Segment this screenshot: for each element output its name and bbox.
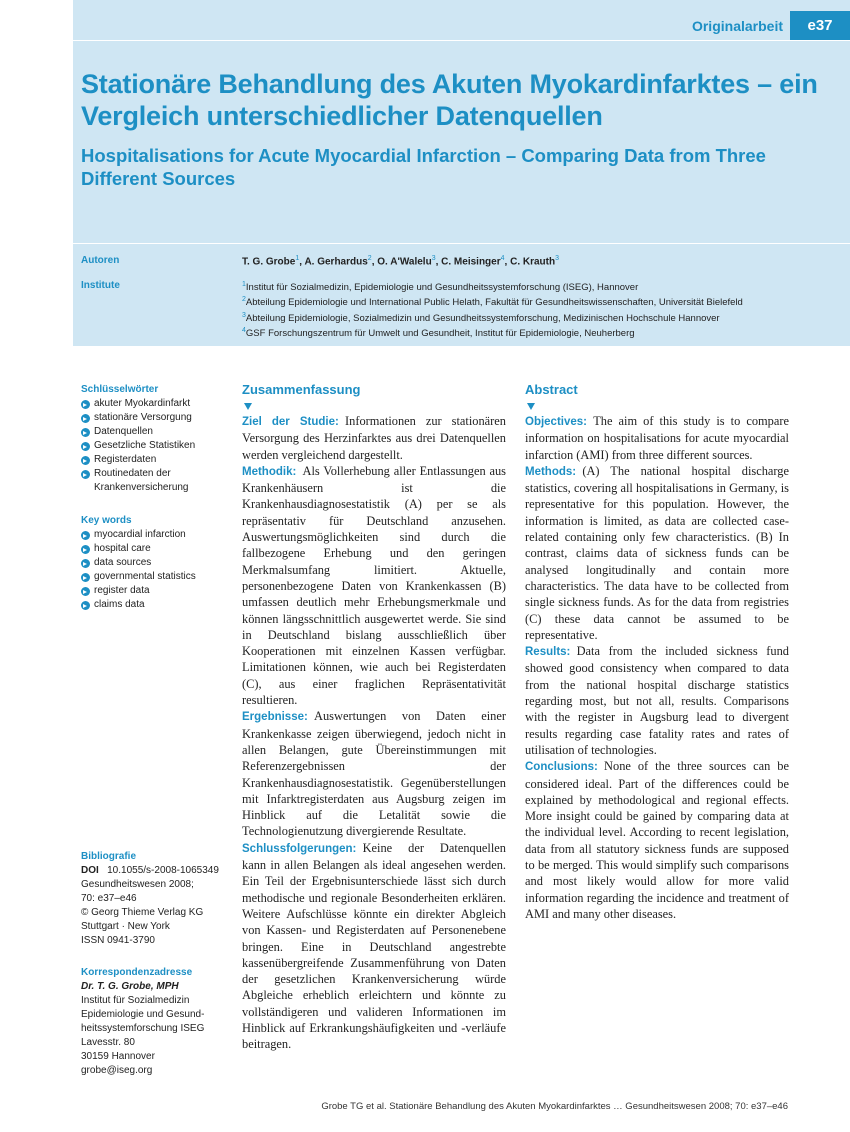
keyword-item [81,528,231,542]
institute-number: 4 [242,327,246,335]
institute-line [242,325,743,340]
bibliography-lines [81,878,231,948]
keyword-text: hospital care [94,543,151,554]
title-german: Stationäre Behandlung des Akuten Myokardinfarktes – ein Vergleich unterschiedlicher Datenquellen [81,69,818,131]
keyword-text: register data [94,585,150,596]
bibliography-line: © Georg Thieme Verlag KG [81,907,204,918]
bibliography-line: ISSN 0941-3790 [81,935,155,946]
bullet-arrow-icon [81,470,90,479]
correspondence-line: Lavesstr. 80 [81,1037,135,1048]
keyword-item [81,556,231,570]
bullet-arrow-icon [81,559,90,568]
header-divider [73,40,850,41]
correspondence-line: Epidemiologie und Gesund- [81,1009,205,1020]
keyword-item [81,570,231,584]
section-text: None of the three sources can be considered ideal. Part of the differences could be explained by methodological and regional effects. More insight could be gained by comparing data at the individual level. According to recent legislation, data from all statutory sickness funds are supposed to be merged. This would simplify such comparisons and most likely would allow for more valid information regarding the incidence and treatment of AMI and many other diseases. [525,759,789,921]
section-text: Keine der Datenquellen kann in allen Belangen als ideal angesehen werden. Ein Teil der Ergebnisunterschiede lässt sich durch methodische und regionale Besonderheiten erklären. Weitere Aufschlüsse könnte ein direkter Abgleich von Kassen- und Registerdaten auf Personenebene bringen. Eine in Deutschland angestrebte kassenübergreifende Zusammenführung von Daten der gesetzlichen Krankenversicherung würde Abgleiche erheblich erleichtern und könnte zu vollständigeren und valideren Informationen im Hinblick auf Erkrankungshäufigkeiten und -verläufe beitragen. [242,840,506,1052]
author-affiliation: 2 [367,255,372,262]
section-label: Conclusions: [525,761,598,774]
bibliography-heading: Bibliografie [81,851,137,862]
section-label: Results: [525,646,571,659]
institute-line [242,310,743,325]
correspondence-line: 30159 Hannover [81,1051,155,1062]
page-number: e37 [790,11,850,40]
institute-list [242,279,743,341]
institute-text: Abteilung Epidemiologie und International Public Helath, Fakultät für Gesundheitswissenschaften, Universität Bielefeld [245,297,743,309]
abstract-paragraph [525,463,789,643]
keyword-item [81,467,231,495]
bullet-arrow-icon [81,545,90,554]
correspondence-heading: Korrespondenzadresse [81,967,193,978]
abstract-sections [525,413,789,922]
keyword-text: Registerdaten [94,454,157,465]
correspondence-block [81,966,231,1078]
bullet-arrow-icon [81,400,90,409]
page-footer: Grobe TG et al. Stationäre Behandlung des Akuten Myokardinfarktes … Gesundheitswesen 2008; 70: e37–e46 [321,1101,788,1112]
keywords-en-block [81,514,231,612]
abstract-paragraph [525,758,789,922]
doi-line [81,864,231,878]
correspondence-name: Dr. T. G. Grobe, MPH [81,981,179,992]
section-label: Originalarbeit [691,18,783,34]
keywords-de-heading: Schlüsselwörter [81,384,159,395]
author-affiliation: 3 [431,255,436,262]
institute-number: 1 [242,281,246,288]
keyword-text: data sources [94,557,152,568]
keywords-de-block [81,383,231,495]
doi-label: DOI [81,865,99,876]
section-text: (A) The national hospital discharge statistics, covering all hospitalisations in Germany, is representative for this population. However, the information is limited, as data are collected case-related containing only few characteristics. (B) In contrast, claims data of sickness funds can be analysed longitudinally and contain more characteristics. The data have to be collected from single sickness funds. As for the data from registries (C) these data cannot be assumed to be representative. [525,463,789,642]
author-name: C. Meisinger [441,256,501,268]
keyword-item [81,598,231,612]
author-separator: , [299,256,305,268]
abstract-paragraph [242,708,506,839]
keyword-item [81,439,231,453]
section-label: Ergebnisse: [242,711,308,724]
correspondence-line: heitssystemforschung ISEG [81,1023,205,1034]
bullet-arrow-icon [81,456,90,465]
author-separator: , [504,256,511,268]
abstract-paragraph [242,463,506,708]
abstract-heading: Abstract [525,382,578,397]
triangle-marker-icon [527,403,535,410]
bullet-arrow-icon [81,442,90,451]
author-name: A. Gerhardus [304,256,368,268]
header-divider [73,243,850,244]
abstract-paragraph [242,413,506,463]
keyword-text: governmental statistics [94,571,196,582]
title-english: Hospitalisations for Acute Myocardial Infarction – Comparing Data from Three Different Sources [81,145,766,189]
keyword-text: Datenquellen [94,426,153,437]
section-text: Informationen zur stationären Versorgung des Herzinfarktes aus drei Datenquellen werden vergleichend dargestellt. [242,414,506,462]
bullet-arrow-icon [81,414,90,423]
keyword-text: akuter Myokardinfarkt [94,398,191,409]
keyword-item [81,453,231,467]
zusammenfassung-sections [242,413,506,1053]
institute-text: Institut für Sozialmedizin, Epidemiologie und Gesundheitssystemforschung (ISEG), Hannover [245,282,639,294]
abstract-paragraph [242,840,506,1053]
keyword-text: Gesetzliche Statistiken [94,440,196,451]
abstract-paragraph [525,413,789,463]
keyword-text: claims data [94,599,145,610]
institutes-label: Institute [81,280,120,291]
author-affiliation: 1 [295,255,300,262]
institute-text: GSF Forschungszentrum für Umwelt und Gesundheit, Institut für Epidemiologie, Neuherberg [245,328,635,340]
section-text: Als Vollerhebung aller Entlassungen aus Krankenhäusern ist die Krankenhausdiagnosestatistik (A) per se als repräsentativ für Deutschland anzusehen. Auswertungsmöglichkeiten sind durch die fallbezogene Erhebung und den geringen Merkmalsumfang limitiert. Aktuelle, personenbezogene Daten von Krankenkassen (B) umfassen deutlich mehr Erhebungsmerkmale und können längsschnittlich ausgewertet werde. Sie sind in Deutschland bislang ausschließlich über Kooperationen mit einzelnen Kassen verfügbar. Limitationen können, wie auch bei Registerdaten (C), aus einer fraglichen Repräsentativität resultieren. [242,463,506,708]
correspondence-line: grobe@iseg.org [81,1065,153,1076]
section-label: Methods: [525,465,577,478]
author-name: C. Krauth [510,256,556,268]
keyword-text: Routinedaten der Krankenversicherung [94,468,189,493]
author-affiliation: 3 [555,255,559,262]
bullet-arrow-icon [81,573,90,582]
bibliography-block [81,850,231,948]
zusammenfassung-heading: Zusammenfassung [242,382,361,397]
section-label: Methodik: [242,465,297,478]
institute-number: 3 [242,311,246,319]
triangle-marker-icon [244,403,252,410]
keyword-item [81,411,231,425]
keyword-item [81,542,231,556]
bibliography-line: Stuttgart · New York [81,921,170,932]
doi-value: 10.1055/s-2008-1065349 [107,865,219,876]
authors-label: Autoren [81,255,120,266]
keyword-text: stationäre Versorgung [94,412,192,423]
bibliography-line: 70: e37–e46 [81,893,137,904]
author-name: T. G. Grobe [242,256,296,268]
institute-number: 2 [242,296,246,304]
section-label: Schlussfolgerungen: [242,842,357,855]
zusammenfassung-column [242,381,506,1053]
keyword-item [81,425,231,439]
bullet-arrow-icon [81,601,90,610]
section-label: Objectives: [525,416,587,428]
section-text: Data from the included sickness fund showed good consistency when compared to data from the national hospital discharge statistics regarding most, but not all, results. Comparisons with the register in Augsburg lead to divergent results regarding case fatality rates and rates of utilisation of technologies. [525,644,789,757]
section-text: The aim of this study is to compare information on hospitalisations for acute myocardial infarction (AMI) from three different sources. [525,414,789,462]
author-affiliation: 4 [500,255,505,262]
bullet-arrow-icon [81,428,90,437]
author-separator: , [435,256,442,268]
correspondence-lines [81,994,231,1078]
keywords-en-list [81,528,231,612]
keyword-item [81,397,231,411]
abstract-column [525,381,789,922]
keyword-text: myocardial infarction [94,529,186,540]
bibliography-line: Gesundheitswesen 2008; [81,879,194,890]
keyword-item [81,584,231,598]
author-list [242,255,559,267]
keywords-en-heading: Key words [81,515,132,526]
section-text: Auswertungen von Daten einer Krankenkasse zeigen überwiegend, jedoch nicht in allen Belangen, gute Übereinstimmungen mit Referenzergebnissen der Krankenhausdiagnosestatistik. Gegenüberstellungen mit Infarktregisterdaten aus Augsburg zeigen im Hinblick auf die Letalität sowie die Technologienutzung divergierende Resultate. [242,709,506,839]
institute-text: Abteilung Epidemiologie, Sozialmedizin und Gesundheitssystemforschung, Medizinischen Hochschule Hannover [245,313,720,325]
institute-line [242,294,743,309]
author-name: O. A'Walelu [377,256,432,268]
correspondence-line: Institut für Sozialmedizin [81,995,190,1006]
bullet-arrow-icon [81,531,90,540]
institute-line [242,279,743,294]
keywords-de-list [81,397,231,495]
section-label: Ziel der Studie: [242,416,339,428]
author-separator: , [371,256,378,268]
abstract-paragraph [525,643,789,758]
bullet-arrow-icon [81,587,90,596]
